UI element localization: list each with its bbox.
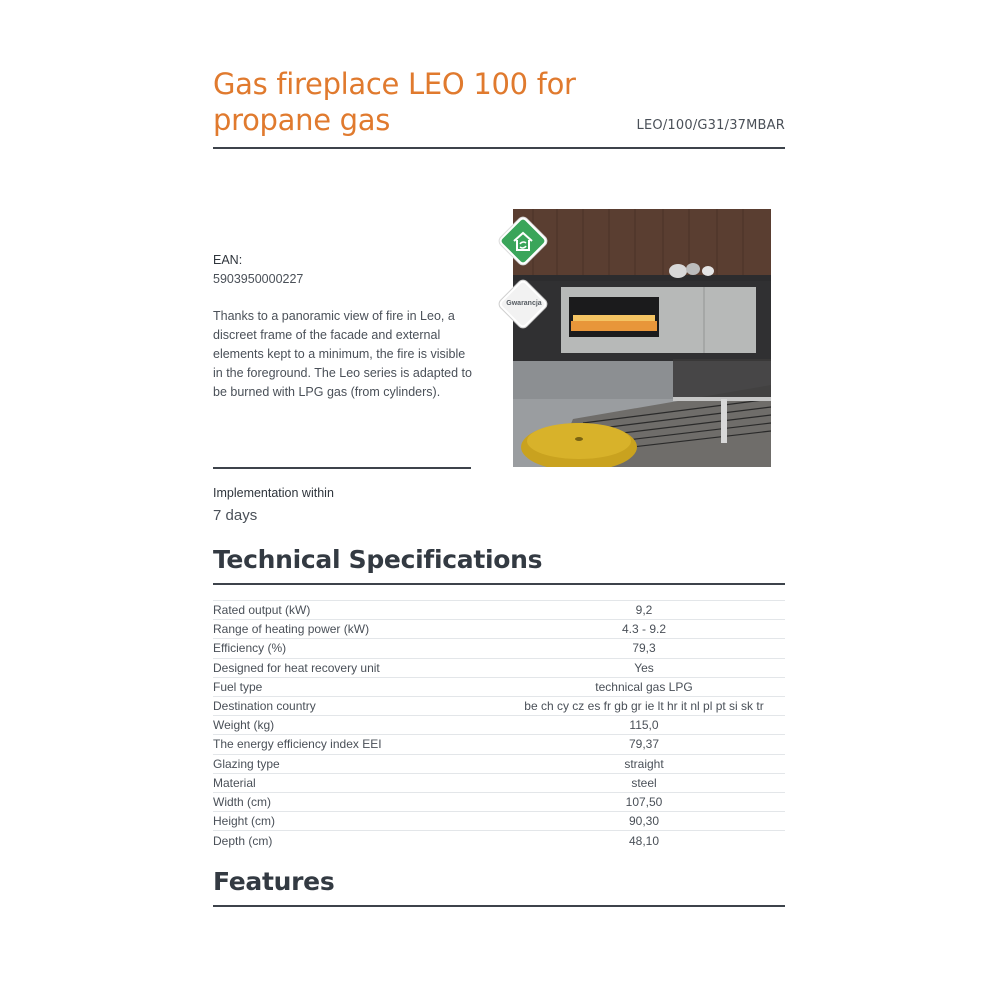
spec-key: Width (cm) [213,794,271,809]
spec-key: Range of heating power (kW) [213,622,370,637]
ean-label: EAN: [213,253,243,267]
features-divider [213,905,785,907]
implementation-label: Implementation within [213,486,334,500]
description-divider [213,467,471,469]
spec-value: be ch cy cz es fr gb gr ie lt hr it nl pl pt si sk tr [524,699,764,714]
spec-key: Rated output (kW) [213,603,311,618]
spec-value: 4.3 - 9.2 [621,622,667,637]
table-row [213,658,785,677]
spec-value: technical gas LPG [595,679,693,694]
ean-value: 5903950000227 [213,272,304,286]
spec-value: straight [624,756,664,771]
warranty-label: Gwarancja [506,300,542,307]
spec-key: Destination country [213,699,316,714]
spec-value: 79,37 [628,737,660,752]
spec-key: Designed for heat recovery unit [213,660,380,675]
spec-key: Efficiency (%) [213,641,287,656]
technical-specifications-heading: Technical Specifications [213,545,543,574]
spec-value: steel [631,775,657,790]
table-row [213,677,785,696]
product-sku: LEO/100/G31/37MBAR [636,118,785,133]
spec-key: Weight (kg) [213,718,275,733]
spec-value: Yes [634,660,654,675]
spec-value: 48,10 [628,833,660,848]
table-row [213,792,785,811]
table-row [213,601,785,620]
specs-divider [213,583,785,585]
spec-key: Height (cm) [213,814,276,829]
spec-value: 90,30 [628,814,660,829]
table-row [213,696,785,715]
table-row [213,639,785,658]
features-heading: Features [213,867,335,896]
product-sheet [213,0,785,1000]
table-row [213,716,785,735]
recycle-house-icon [510,229,536,255]
product-title: Gas fireplace LEO 100 for propane gas [213,67,576,137]
table-row [213,812,785,831]
specifications-table [213,600,785,850]
spec-key: Glazing type [213,756,280,771]
spec-value: 115,0 [629,718,659,733]
spec-key: Depth (cm) [213,833,273,848]
product-description: Thanks to a panoramic view of fire in Leo, a discreet frame of the facade and external elements kept to a minimum, the fire is visible in the foreground. The Leo series is adapted to be burned with LPG gas (from cylinders). [213,309,472,399]
spec-value: 9,2 [635,603,653,618]
spec-value: 79,3 [632,641,656,656]
table-row [213,735,785,754]
spec-key: Material [213,775,256,790]
spec-value: 107,50 [625,794,663,809]
table-row [213,754,785,773]
implementation-value: 7 days [213,507,258,524]
table-row [213,620,785,639]
title-divider [213,147,785,149]
spec-key: The energy efficiency index EEI [213,737,382,752]
table-row [213,831,785,850]
spec-key: Fuel type [213,679,263,694]
product-photo[interactable] [513,209,771,467]
table-row [213,773,785,792]
